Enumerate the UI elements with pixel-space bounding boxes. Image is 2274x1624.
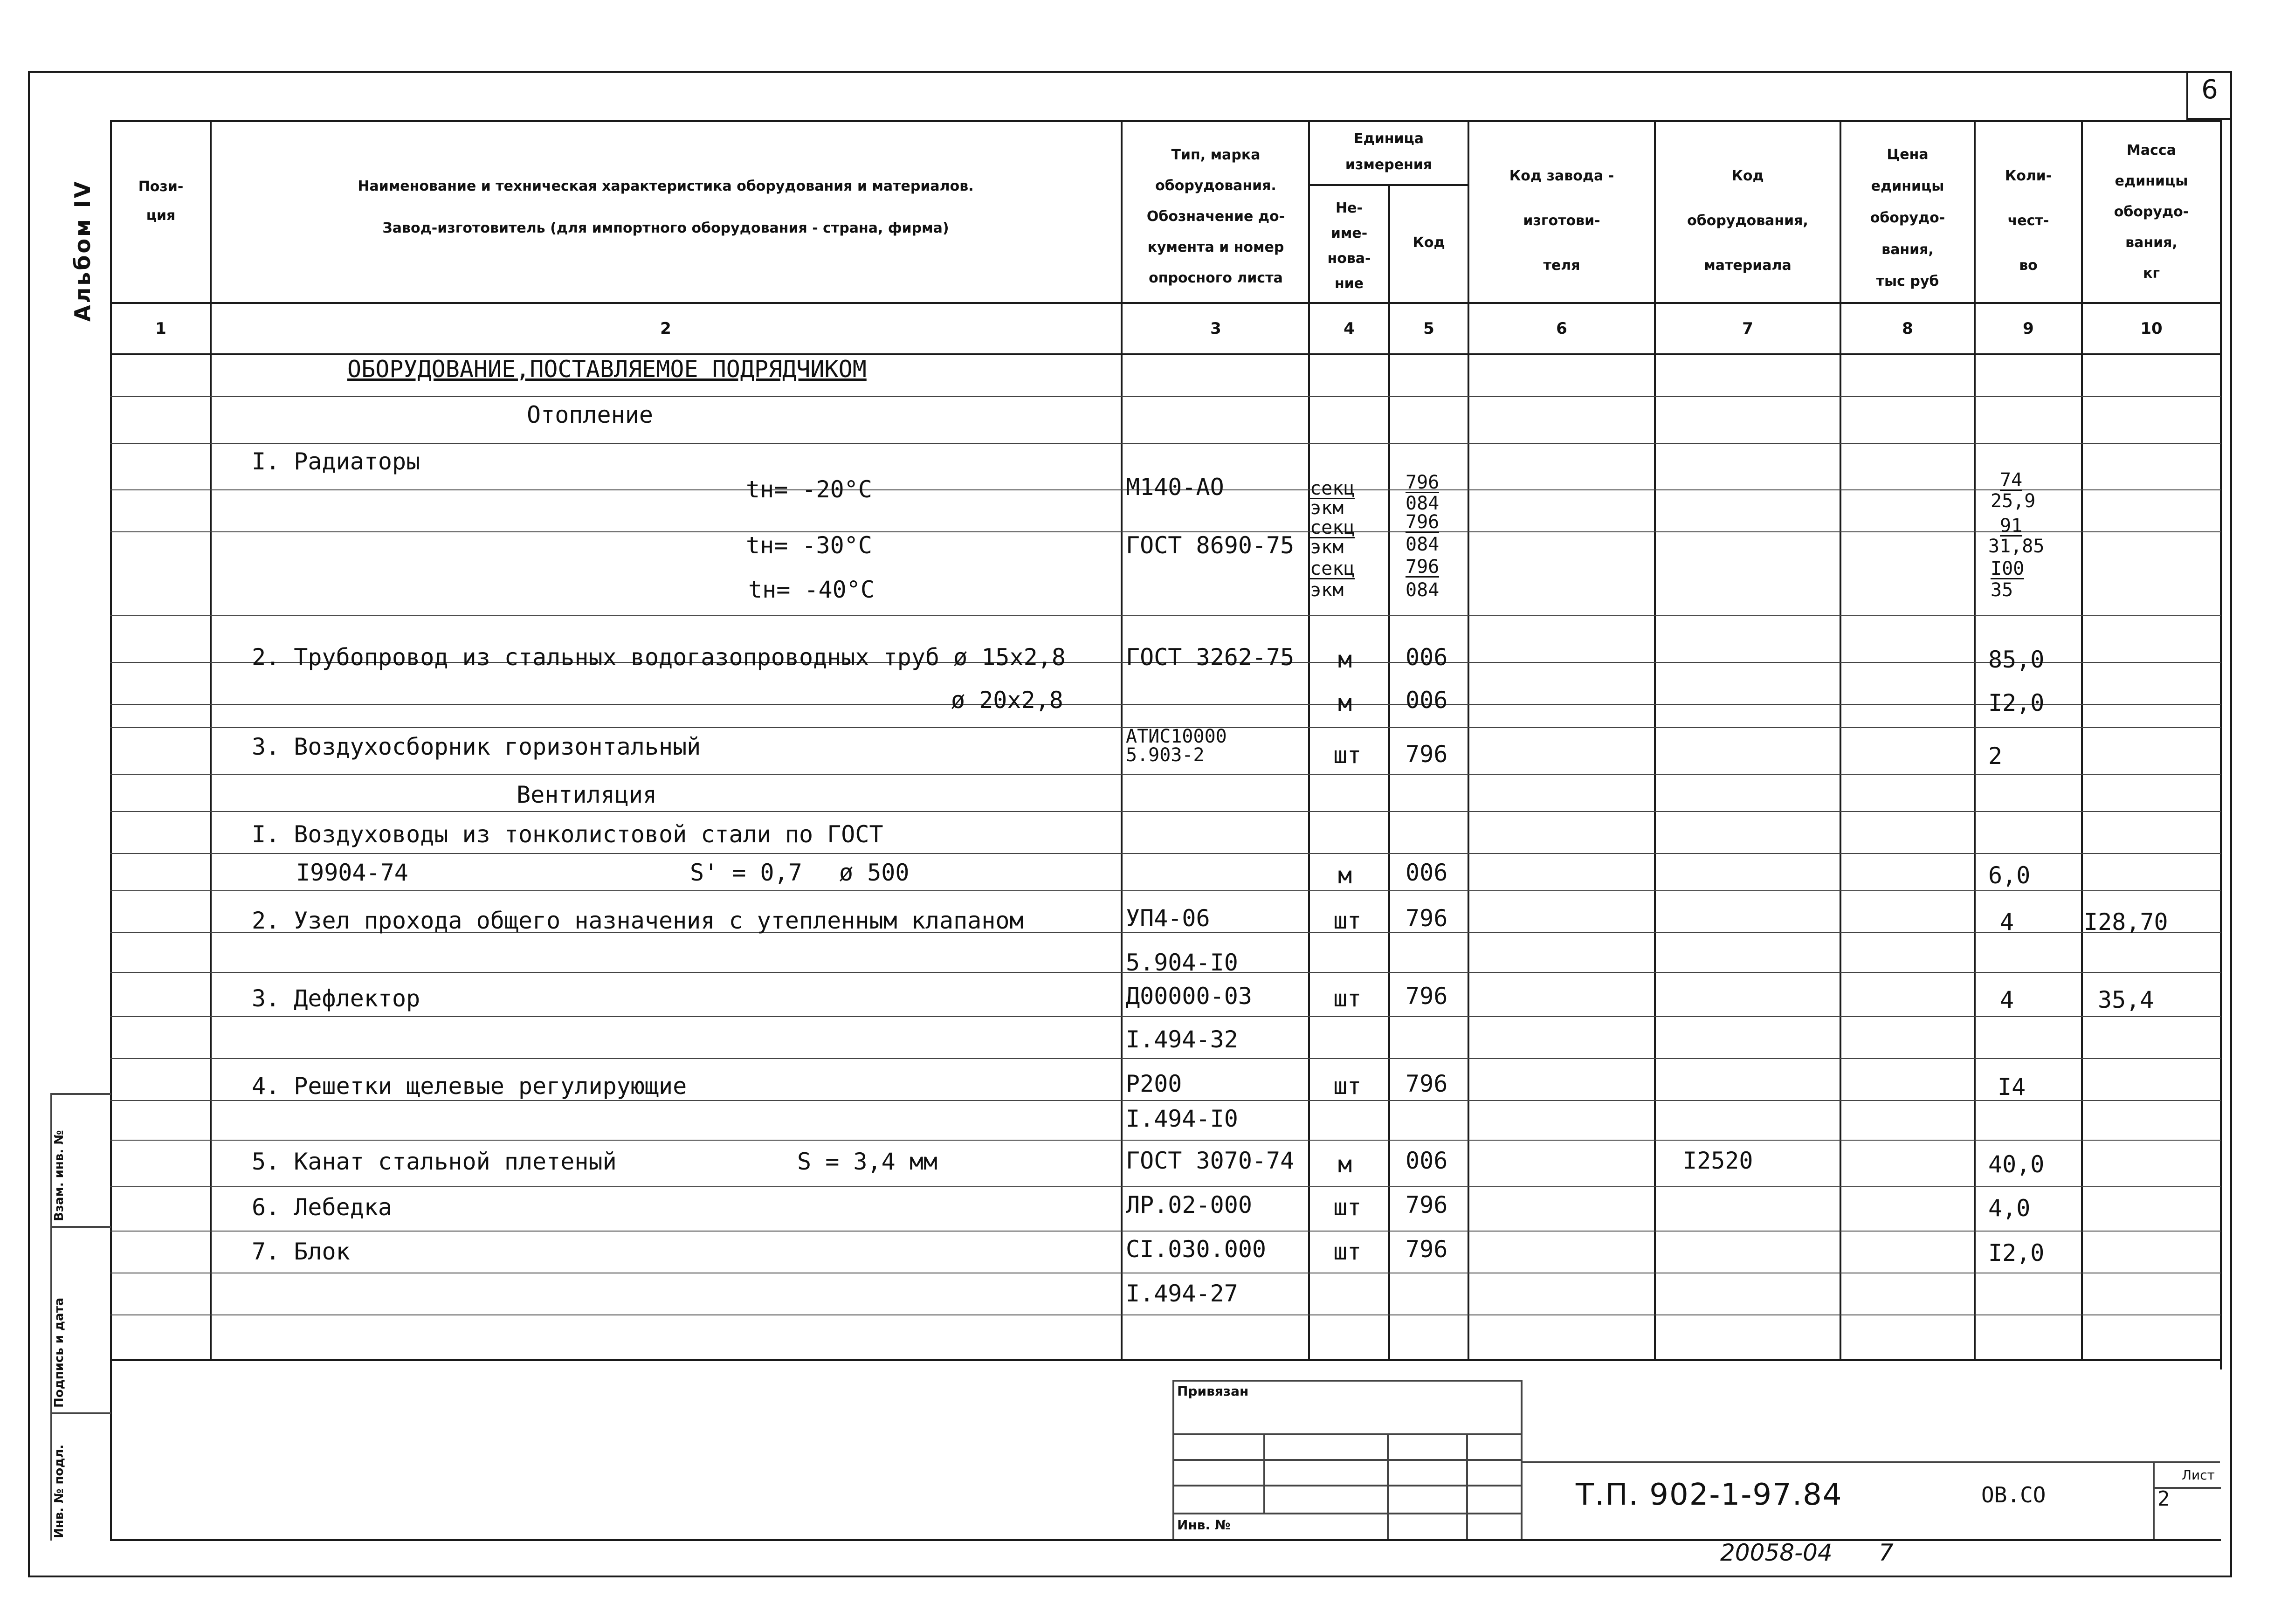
rope-s: S = 3,4 мм: [797, 1148, 938, 1175]
col-sep-2: [1121, 120, 1123, 1360]
margin-sep1: [50, 1226, 111, 1228]
colnum-9: 9: [2023, 319, 2034, 338]
rad-type-2: ГОСТ 8690-75: [1126, 532, 1295, 559]
colnum-10: 10: [2140, 319, 2163, 338]
margin-podpis: Подпись и дата: [52, 1297, 66, 1408]
row-line: [110, 443, 2221, 444]
stamp-privyazan-label: Привязан: [1177, 1383, 1249, 1399]
pipe-qty-2: I2,0: [1988, 689, 2045, 716]
stamp-doc-code: Т.П. 902-1-97.84: [1576, 1478, 1843, 1512]
block-qty: I2,0: [1988, 1239, 2045, 1266]
duct-unit: м: [1338, 862, 1352, 889]
code-796-r1: 796: [1406, 472, 1440, 493]
colnum-5: 5: [1423, 319, 1434, 338]
qty-91: 91: [2000, 515, 2023, 537]
code-084-r3: 084: [1406, 579, 1440, 601]
item-node: 2. Узел прохода общего назначения с утепленным клапаном: [252, 907, 1024, 934]
item-pipe: 2. Трубопровод из стальных водогазопроводных труб ø 15х2,8: [252, 644, 1066, 671]
pipe-qty-1: 85,0: [1988, 646, 2045, 673]
hdr-c5: Код: [1413, 234, 1445, 251]
duct-diameter: ø 500: [839, 859, 910, 886]
row-line: [110, 615, 2221, 616]
item-duct: I. Воздуховоды из тонколистовой стали по ГОСТ: [252, 821, 883, 848]
outer-frame-right: [2230, 71, 2232, 1576]
vent-heading: Вентиляция: [517, 781, 657, 808]
hdr-c6: Код завода - изготови- теля: [1509, 168, 1614, 274]
stamp-bottom: [110, 1539, 2221, 1541]
item-rope: 5. Канат стальной плетеный: [252, 1148, 617, 1175]
node-type-2: 5.904-I0: [1126, 949, 1238, 976]
unit-ekm-1: экм: [1310, 497, 1344, 519]
hdr-c2: Наименование и техническая характеристика оборудования и материалов. Завод-изготовитель (для импортного оборудования - страна, фирма): [358, 178, 974, 236]
item-radiators: I. Радиаторы: [252, 448, 420, 475]
colnum-3: 3: [1210, 319, 1221, 338]
defl-mass: 35,4: [2098, 986, 2154, 1013]
temp-40: tн= -40°С: [748, 576, 875, 603]
qty-259: 25,9: [1991, 490, 2036, 512]
margin-vzam: Взам. инв. №: [52, 1130, 66, 1221]
block-type-2: I.494-27: [1126, 1280, 1238, 1307]
stamp-grid-h1: [1172, 1433, 1522, 1435]
unit-ekm-2: экм: [1310, 537, 1344, 558]
unit-sekc-3: секц: [1310, 558, 1355, 579]
pipe-unit-2: м: [1338, 689, 1352, 716]
winch-code: 796: [1406, 1191, 1448, 1218]
col-sep-9: [2081, 120, 2083, 1360]
colnum-4: 4: [1344, 319, 1355, 338]
colnum-7: 7: [1742, 319, 1753, 338]
qty-35: 35: [1991, 579, 2013, 601]
stamp-grid-h2: [1172, 1459, 1522, 1461]
block-unit: шт: [1333, 1238, 1362, 1265]
hdr-c1: Пози- ция: [138, 179, 184, 224]
stamp-list-number: 2: [2157, 1487, 2170, 1511]
hdr-c4: Не- име- нова- ние: [1327, 200, 1371, 292]
row-line: [110, 811, 2221, 812]
grille-qty: I4: [1998, 1073, 2026, 1101]
air-qty: 2: [1988, 743, 2003, 770]
table-left: [110, 120, 112, 1369]
col-sep-3: [1308, 120, 1310, 1360]
stamp-grid-h3: [1172, 1485, 1522, 1486]
stamp-list-left: [2153, 1461, 2155, 1539]
temp-30: tн= -30°С: [746, 532, 872, 559]
pipe-code-1: 006: [1406, 644, 1448, 671]
colnum-8: 8: [1902, 319, 1913, 338]
hdr-c7: Код оборудования, материала: [1687, 168, 1808, 274]
unit-ekm-3: экм: [1310, 579, 1344, 601]
col-sep-5: [1468, 120, 1469, 1360]
unit-sekc-2: секц: [1310, 517, 1355, 538]
air-unit: шт: [1333, 742, 1362, 769]
stamp-list-label: Лист: [2182, 1467, 2215, 1483]
duct-gost: I9904-74: [296, 859, 408, 886]
row-line: [110, 774, 2221, 775]
col-sep-1: [210, 120, 212, 1360]
block-type-1: СI.030.000: [1126, 1236, 1267, 1263]
item-winch: 6. Лебедка: [252, 1194, 393, 1221]
outer-frame-top: [28, 71, 2232, 73]
duct-thickness: S' = 0,7: [690, 859, 802, 886]
stamp-inv-label: Инв. №: [1177, 1517, 1231, 1533]
table-bottom: [110, 1359, 2221, 1361]
pipe-unit-1: м: [1338, 646, 1352, 673]
winch-type: ЛР.02-000: [1126, 1191, 1252, 1218]
margin-sep2: [50, 1412, 111, 1414]
grille-code: 796: [1406, 1070, 1448, 1097]
qty-3185: 31,85: [1988, 536, 2045, 557]
stamp-code-top: [1521, 1461, 2220, 1463]
code-796-r2: 796: [1406, 511, 1440, 533]
air-type-1: АТИС10000: [1126, 726, 1227, 747]
row-line: [110, 1186, 2221, 1187]
row-line: [110, 1314, 2221, 1315]
node-mass: I28,70: [2084, 908, 2168, 936]
rope-equip-code: I2520: [1683, 1147, 1753, 1174]
colnum-6: 6: [1556, 319, 1567, 338]
block-code: 796: [1406, 1236, 1448, 1263]
colnum-1: 1: [155, 319, 166, 338]
defl-unit: шт: [1333, 985, 1362, 1012]
node-qty: 4: [2000, 908, 2014, 936]
duct-qty: 6,0: [1988, 862, 2031, 889]
hdr-c8: Цена единицы оборудо- вания, тыс руб: [1870, 146, 1945, 289]
row-line: [110, 1016, 2221, 1017]
row-line: [110, 1100, 2221, 1101]
node-type-1: УП4-06: [1126, 905, 1210, 932]
margin-top: [50, 1093, 111, 1095]
header-bottom: [110, 302, 2221, 304]
row-line: [110, 704, 2221, 705]
winch-unit: шт: [1333, 1194, 1362, 1221]
row-line: [110, 890, 2221, 891]
stamp-grid-v3: [1466, 1433, 1468, 1539]
item-grille: 4. Решетки щелевые регулирующие: [252, 1073, 687, 1100]
temp-20: tн= -20°С: [746, 476, 872, 503]
row-line: [110, 853, 2221, 854]
hdr-c3: Тип, марка оборудования. Обозначение до- кумента и номер опросного листа: [1146, 147, 1285, 286]
grille-unit: шт: [1333, 1073, 1362, 1100]
node-code: 796: [1406, 905, 1448, 932]
footer-number: 7: [1879, 1539, 1894, 1566]
stamp-grid-v2: [1387, 1433, 1389, 1539]
code-084-r2: 084: [1406, 534, 1440, 555]
stamp-grid-h4: [1172, 1513, 1522, 1514]
outer-frame-left: [28, 71, 30, 1576]
item-pipe-2: ø 20х2,8: [951, 687, 1063, 714]
row-line: [110, 396, 2221, 397]
grille-type-1: Р200: [1126, 1070, 1182, 1097]
col-sep-8: [1974, 120, 1976, 1360]
duct-code: 006: [1406, 859, 1448, 886]
hdr-c9: Коли- чест- во: [2005, 168, 2052, 274]
row-line: [110, 1231, 2221, 1232]
pipe-gost: ГОСТ 3262-75: [1126, 644, 1295, 671]
outer-frame-bottom: [28, 1576, 2232, 1577]
col-sep-6: [1654, 120, 1656, 1360]
rope-unit: м: [1338, 1151, 1352, 1178]
stamp-left: [110, 1359, 112, 1541]
code-084-r1: 084: [1406, 493, 1440, 514]
table-right: [2220, 120, 2222, 1369]
defl-qty: 4: [2000, 986, 2014, 1013]
grille-type-2: I.494-I0: [1126, 1105, 1238, 1132]
footer-handwritten-number: 20058-04: [1720, 1539, 1833, 1566]
winch-qty: 4,0: [1988, 1195, 2031, 1222]
table-top: [110, 120, 2221, 122]
node-unit: шт: [1333, 907, 1362, 934]
air-type-2: 5.903-2: [1126, 744, 1205, 766]
row-line: [110, 1058, 2221, 1059]
item-deflector: 3. Дефлектор: [252, 985, 420, 1012]
defl-type-1: Д00000-03: [1126, 983, 1252, 1010]
sheet-corner-number: 6: [2201, 75, 2218, 105]
defl-code: 796: [1406, 983, 1448, 1010]
col-sep-4: [1388, 184, 1390, 1360]
unit-sekc-1: секц: [1310, 478, 1355, 499]
col-sep-7: [1840, 120, 1841, 1360]
corner-box-line-bottom: [2186, 118, 2232, 120]
unit-group-line: [1308, 184, 1468, 186]
pipe-code-2: 006: [1406, 687, 1448, 714]
margin-inv-podl: Инв. № подл.: [52, 1444, 66, 1538]
row-line: [110, 1140, 2221, 1141]
item-block: 7. Блок: [252, 1238, 350, 1265]
corner-box-line: [2186, 71, 2188, 120]
item-air: 3. Воздухосборник горизонтальный: [252, 733, 701, 760]
rope-qty: 40,0: [1988, 1151, 2045, 1178]
rad-type-1: М140-АО: [1126, 474, 1224, 501]
air-code: 796: [1406, 741, 1448, 768]
defl-type-2: I.494-32: [1126, 1026, 1238, 1053]
rope-gost: ГОСТ 3070-74: [1126, 1147, 1295, 1174]
heating-heading: Отопление: [527, 401, 653, 428]
qty-74: 74: [2000, 469, 2023, 491]
hdr-c45: Единица измерения: [1345, 131, 1433, 173]
code-796-r3: 796: [1406, 556, 1440, 578]
album-label: Альбом IV: [70, 179, 95, 322]
colnum-2: 2: [660, 319, 671, 338]
stamp-privyazan-top: [1172, 1380, 1522, 1382]
stamp-mark: ОВ.СО: [1981, 1482, 2046, 1507]
section-title: ОБОРУДОВАНИЕ,ПОСТАВЛЯЕМОЕ ПОДРЯДЧИКОМ: [347, 356, 867, 383]
stamp-grid-v1: [1263, 1433, 1265, 1513]
rope-code: 006: [1406, 1147, 1448, 1174]
qty-100: I00: [1991, 558, 2025, 579]
hdr-c10: Масса единицы оборудо- вания, кг: [2114, 142, 2189, 282]
